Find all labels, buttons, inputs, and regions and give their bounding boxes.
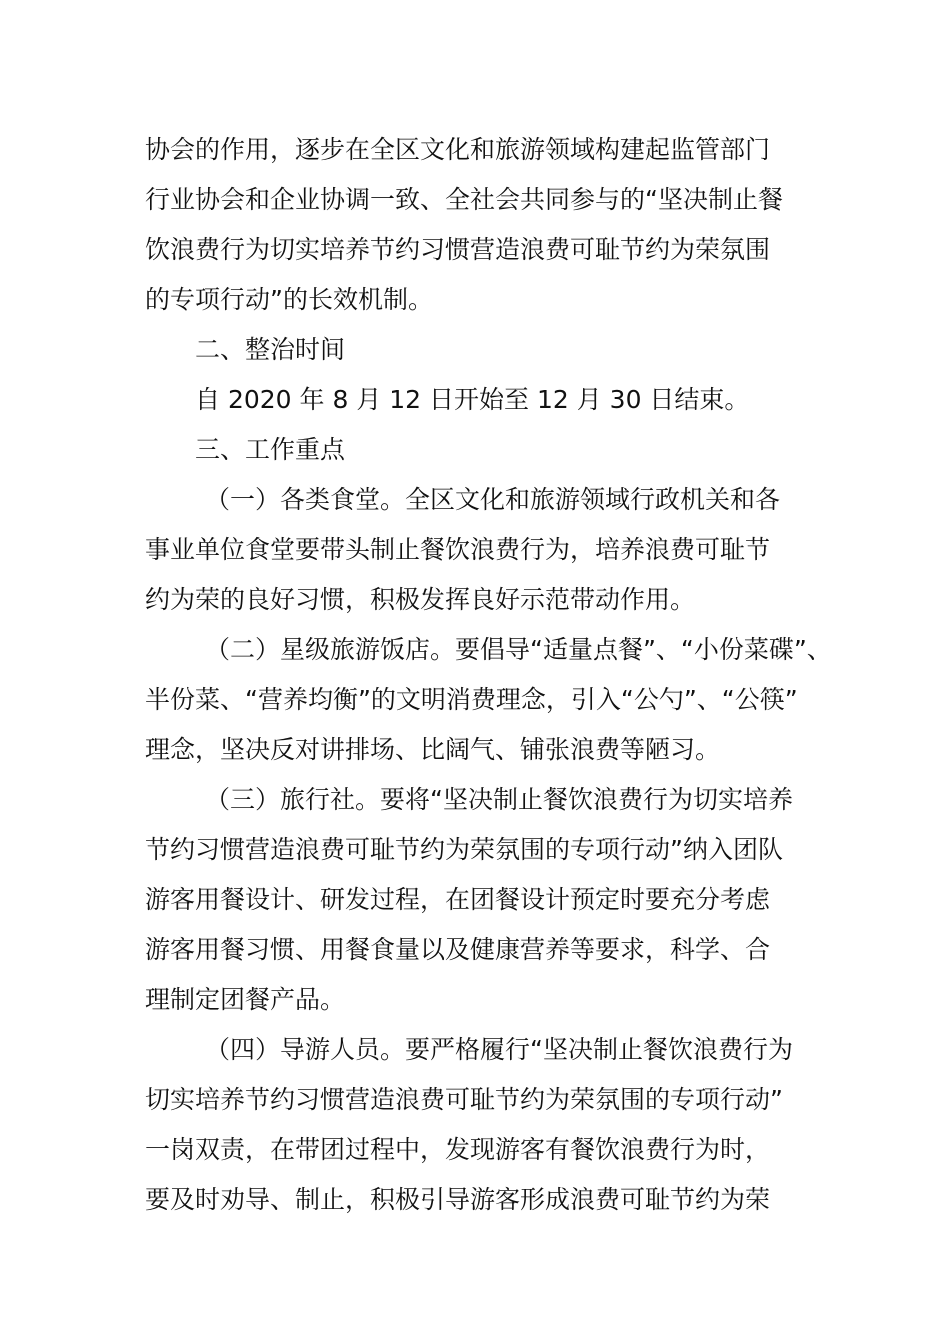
body-text-line: 事业单位食堂要带头制止餐饮浪费行为，培养浪费可耻节 xyxy=(145,535,771,564)
subsection-line: （二）星级旅游饭店。要倡导“适量点餐”、“小份菜碟”、 xyxy=(205,635,832,664)
body-text-line: 协会的作用，逐步在全区文化和旅游领域构建起监管部门 xyxy=(145,135,771,164)
section-heading: 二、整治时间 xyxy=(195,335,346,364)
body-text-line: 半份菜、“营养均衡”的文明消费理念，引入“公勺”、“公筷” xyxy=(145,685,798,714)
body-text-line: 要及时劝导、制止，积极引导游客形成浪费可耻节约为荣 xyxy=(145,1185,771,1214)
subsection-line: （三）旅行社。要将“坚决制止餐饮浪费行为切实培养 xyxy=(205,785,793,814)
subsection-line: （四）导游人员。要严格履行“坚决制止餐饮浪费行为 xyxy=(205,1035,793,1064)
body-text-line: 一岗双责，在带团过程中，发现游客有餐饮浪费行为时， xyxy=(145,1135,771,1164)
body-text-line: 游客用餐习惯、用餐食量以及健康营养等要求，科学、合 xyxy=(145,935,771,964)
body-text-line: 理念，坚决反对讲排场、比阔气、铺张浪费等陋习。 xyxy=(145,735,721,764)
body-text-line: 节约习惯营造浪费可耻节约为荣氛围的专项行动”纳入团队 xyxy=(145,835,783,864)
body-text-line: 的专项行动”的长效机制。 xyxy=(145,285,433,314)
body-text-line: 切实培养节约习惯营造浪费可耻节约为荣氛围的专项行动” xyxy=(145,1085,783,1114)
body-text-line: 饮浪费行为切实培养节约习惯营造浪费可耻节约为荣氛围 xyxy=(145,235,771,264)
body-text-line: 行业协会和企业协调一致、全社会共同参与的“坚决制止餐 xyxy=(145,185,783,214)
subsection-line: （一）各类食堂。全区文化和旅游领域行政机关和各 xyxy=(205,485,781,514)
body-text-line: 理制定团餐产品。 xyxy=(145,985,346,1014)
body-text-line: 自 2020 年 8 月 12 日开始至 12 月 30 日结束。 xyxy=(195,385,750,414)
section-heading: 三、工作重点 xyxy=(195,435,346,464)
body-text-line: 约为荣的良好习惯，积极发挥良好示范带动作用。 xyxy=(145,585,696,614)
body-text-line: 游客用餐设计、研发过程，在团餐设计预定时要充分考虑 xyxy=(145,885,771,914)
